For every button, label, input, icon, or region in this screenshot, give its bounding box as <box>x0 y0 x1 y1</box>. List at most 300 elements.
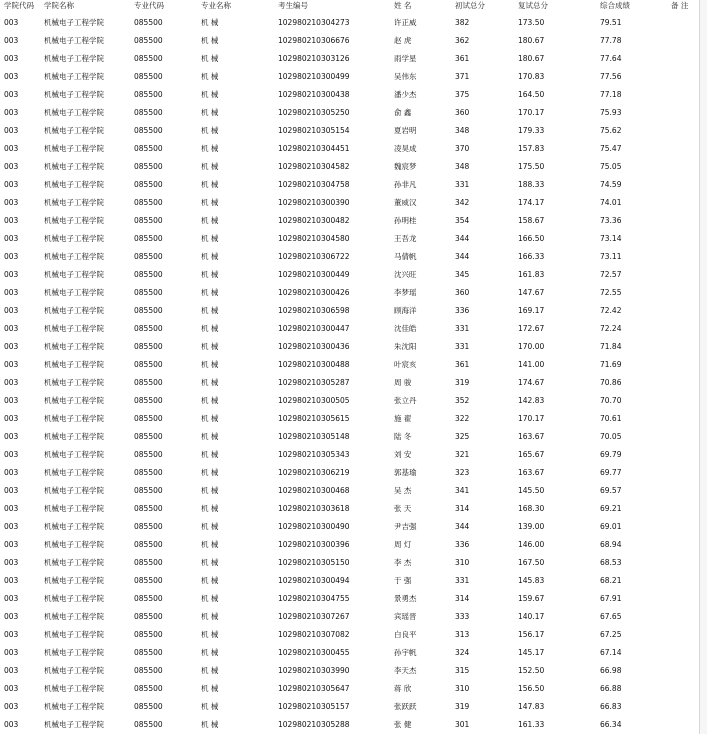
cell-overall-score: 66.88 <box>600 683 622 693</box>
cell-college-code: 003 <box>4 629 19 639</box>
cell-college-name: 机械电子工程学院 <box>44 305 104 315</box>
cell-initial-score: 341 <box>455 485 470 495</box>
cell-initial-score: 336 <box>455 539 470 549</box>
cell-college-code: 003 <box>4 107 19 117</box>
cell-retest-score: 174.17 <box>518 197 545 207</box>
cell-college-code: 003 <box>4 701 19 711</box>
table-row <box>0 265 707 283</box>
cell-initial-score: 375 <box>455 89 470 99</box>
cell-major-name: 机 械 <box>201 251 219 261</box>
cell-retest-score: 166.33 <box>518 251 545 261</box>
cell-major-name: 机 械 <box>201 287 219 297</box>
header-candidate-number: 考生编号 <box>278 0 308 10</box>
cell-name: 刘 安 <box>394 449 412 459</box>
cell-major-name: 机 械 <box>201 719 219 729</box>
table-row <box>0 67 707 85</box>
cell-college-code: 003 <box>4 575 19 585</box>
cell-initial-score: 310 <box>455 557 470 567</box>
cell-candidate-number: 102980210300447 <box>278 323 350 333</box>
cell-college-name: 机械电子工程学院 <box>44 197 104 207</box>
cell-initial-score: 321 <box>455 449 470 459</box>
cell-overall-score: 72.57 <box>600 269 622 279</box>
cell-major-name: 机 械 <box>201 395 219 405</box>
cell-retest-score: 172.67 <box>518 323 545 333</box>
cell-initial-score: 361 <box>455 359 470 369</box>
cell-major-name: 机 械 <box>201 377 219 387</box>
cell-college-code: 003 <box>4 269 19 279</box>
table-row <box>0 391 707 409</box>
cell-college-name: 机械电子工程学院 <box>44 53 104 63</box>
cell-major-name: 机 械 <box>201 359 219 369</box>
cell-overall-score: 68.21 <box>600 575 622 585</box>
table-row <box>0 553 707 571</box>
cell-overall-score: 79.51 <box>600 17 622 27</box>
cell-college-name: 机械电子工程学院 <box>44 215 104 225</box>
cell-college-name: 机械电子工程学院 <box>44 161 104 171</box>
cell-candidate-number: 102980210300436 <box>278 341 350 351</box>
cell-college-name: 机械电子工程学院 <box>44 557 104 567</box>
cell-major-code: 085500 <box>134 143 163 153</box>
cell-retest-score: 188.33 <box>518 179 545 189</box>
cell-college-name: 机械电子工程学院 <box>44 575 104 585</box>
cell-name: 张 健 <box>394 719 412 729</box>
header-initial-score: 初试总分 <box>455 0 485 10</box>
cell-major-code: 085500 <box>134 485 163 495</box>
cell-major-name: 机 械 <box>201 89 219 99</box>
cell-college-code: 003 <box>4 215 19 225</box>
cell-college-code: 003 <box>4 251 19 261</box>
cell-major-name: 机 械 <box>201 305 219 315</box>
cell-candidate-number: 102980210305148 <box>278 431 350 441</box>
cell-overall-score: 70.05 <box>600 431 622 441</box>
cell-candidate-number: 102980210300468 <box>278 485 350 495</box>
cell-retest-score: 152.50 <box>518 665 545 675</box>
cell-initial-score: 323 <box>455 467 470 477</box>
cell-college-code: 003 <box>4 593 19 603</box>
cell-candidate-number: 102980210300438 <box>278 89 350 99</box>
cell-college-code: 003 <box>4 539 19 549</box>
cell-college-code: 003 <box>4 521 19 531</box>
header-row <box>0 0 707 13</box>
cell-name: 张立丹 <box>394 395 417 405</box>
table-row <box>0 337 707 355</box>
cell-major-name: 机 械 <box>201 575 219 585</box>
cell-initial-score: 371 <box>455 71 470 81</box>
cell-name: 凌昊成 <box>394 143 417 153</box>
cell-name: 雨学星 <box>394 53 417 63</box>
cell-candidate-number: 102980210305250 <box>278 107 350 117</box>
table-row <box>0 607 707 625</box>
cell-name: 潘少杰 <box>394 89 417 99</box>
cell-college-code: 003 <box>4 17 19 27</box>
cell-retest-score: 170.00 <box>518 341 545 351</box>
table-row <box>0 139 707 157</box>
cell-retest-score: 167.50 <box>518 557 545 567</box>
cell-candidate-number: 102980210305150 <box>278 557 350 567</box>
cell-retest-score: 146.00 <box>518 539 545 549</box>
table-row <box>0 517 707 535</box>
table-row <box>0 283 707 301</box>
cell-overall-score: 75.05 <box>600 161 622 171</box>
header-major-name: 专业名称 <box>201 0 231 10</box>
cell-retest-score: 159.67 <box>518 593 545 603</box>
table-row <box>0 13 707 31</box>
cell-major-code: 085500 <box>134 539 163 549</box>
cell-college-code: 003 <box>4 125 19 135</box>
cell-overall-score: 77.18 <box>600 89 622 99</box>
table-row <box>0 85 707 103</box>
cell-retest-score: 173.50 <box>518 17 545 27</box>
table-header <box>0 0 707 13</box>
cell-overall-score: 75.62 <box>600 125 622 135</box>
header-remarks: 备 注 <box>671 0 689 10</box>
cell-college-name: 机械电子工程学院 <box>44 593 104 603</box>
cell-name: 郭基瑜 <box>394 467 417 477</box>
cell-retest-score: 156.50 <box>518 683 545 693</box>
cell-college-name: 机械电子工程学院 <box>44 467 104 477</box>
cell-candidate-number: 102980210300499 <box>278 71 350 81</box>
cell-major-name: 机 械 <box>201 125 219 135</box>
cell-college-code: 003 <box>4 377 19 387</box>
cell-initial-score: 324 <box>455 647 470 657</box>
table-row <box>0 463 707 481</box>
cell-college-code: 003 <box>4 323 19 333</box>
cell-candidate-number: 102980210305157 <box>278 701 350 711</box>
cell-major-code: 085500 <box>134 503 163 513</box>
cell-major-code: 085500 <box>134 269 163 279</box>
cell-college-name: 机械电子工程学院 <box>44 233 104 243</box>
cell-overall-score: 69.79 <box>600 449 622 459</box>
header-college-name: 学院名称 <box>44 0 74 10</box>
cell-retest-score: 180.67 <box>518 35 545 45</box>
table-row <box>0 679 707 697</box>
cell-college-code: 003 <box>4 197 19 207</box>
cell-college-code: 003 <box>4 467 19 477</box>
cell-overall-score: 74.59 <box>600 179 622 189</box>
cell-overall-score: 71.69 <box>600 359 622 369</box>
cell-major-code: 085500 <box>134 647 163 657</box>
cell-major-name: 机 械 <box>201 269 219 279</box>
cell-candidate-number: 102980210300482 <box>278 215 350 225</box>
table-row <box>0 643 707 661</box>
cell-initial-score: 301 <box>455 719 470 729</box>
table-row <box>0 175 707 193</box>
table-row <box>0 301 707 319</box>
cell-major-name: 机 械 <box>201 413 219 423</box>
cell-name: 顾海洋 <box>394 305 417 315</box>
cell-name: 魏宸梦 <box>394 161 417 171</box>
cell-name: 俞 鑫 <box>394 107 412 117</box>
cell-name: 于 强 <box>394 575 412 585</box>
table-row <box>0 481 707 499</box>
cell-retest-score: 145.83 <box>518 575 545 585</box>
cell-major-name: 机 械 <box>201 323 219 333</box>
cell-college-code: 003 <box>4 683 19 693</box>
cell-major-code: 085500 <box>134 611 163 621</box>
table-row <box>0 157 707 175</box>
cell-initial-score: 314 <box>455 593 470 603</box>
cell-college-code: 003 <box>4 359 19 369</box>
cell-major-code: 085500 <box>134 197 163 207</box>
cell-retest-score: 170.17 <box>518 107 545 117</box>
cell-candidate-number: 102980210300426 <box>278 287 350 297</box>
cell-major-code: 085500 <box>134 215 163 225</box>
cell-major-name: 机 械 <box>201 701 219 711</box>
cell-candidate-number: 102980210304582 <box>278 161 350 171</box>
cell-overall-score: 72.55 <box>600 287 622 297</box>
cell-college-code: 003 <box>4 53 19 63</box>
cell-retest-score: 169.17 <box>518 305 545 315</box>
cell-major-code: 085500 <box>134 629 163 639</box>
cell-retest-score: 170.17 <box>518 413 545 423</box>
cell-major-name: 机 械 <box>201 143 219 153</box>
table-row <box>0 589 707 607</box>
cell-overall-score: 67.25 <box>600 629 622 639</box>
cell-overall-score: 68.94 <box>600 539 622 549</box>
cell-overall-score: 70.70 <box>600 395 622 405</box>
cell-college-code: 003 <box>4 89 19 99</box>
cell-name: 吴 杰 <box>394 485 412 495</box>
cell-college-name: 机械电子工程学院 <box>44 287 104 297</box>
cell-name: 周 骏 <box>394 377 412 387</box>
cell-initial-score: 352 <box>455 395 470 405</box>
cell-college-name: 机械电子工程学院 <box>44 395 104 405</box>
cell-college-name: 机械电子工程学院 <box>44 107 104 117</box>
cell-retest-score: 161.33 <box>518 719 545 729</box>
cell-retest-score: 161.83 <box>518 269 545 279</box>
cell-college-name: 机械电子工程学院 <box>44 323 104 333</box>
cell-retest-score: 168.30 <box>518 503 545 513</box>
cell-overall-score: 75.47 <box>600 143 622 153</box>
cell-name: 李 杰 <box>394 557 412 567</box>
cell-overall-score: 75.93 <box>600 107 622 117</box>
header-retest-score: 复试总分 <box>518 0 548 10</box>
cell-candidate-number: 102980210307082 <box>278 629 350 639</box>
table-row <box>0 211 707 229</box>
cell-overall-score: 73.11 <box>600 251 622 261</box>
table-row <box>0 49 707 67</box>
cell-name: 景勇杰 <box>394 593 417 603</box>
cell-retest-score: 174.67 <box>518 377 545 387</box>
cell-major-name: 机 械 <box>201 593 219 603</box>
cell-major-name: 机 械 <box>201 647 219 657</box>
cell-initial-score: 310 <box>455 683 470 693</box>
cell-overall-score: 77.56 <box>600 71 622 81</box>
cell-name: 李梦瑶 <box>394 287 417 297</box>
cell-initial-score: 362 <box>455 35 470 45</box>
cell-name: 许正威 <box>394 17 417 27</box>
cell-candidate-number: 102980210304758 <box>278 179 350 189</box>
cell-candidate-number: 102980210300490 <box>278 521 350 531</box>
cell-major-code: 085500 <box>134 701 163 711</box>
cell-initial-score: 331 <box>455 179 470 189</box>
cell-major-code: 085500 <box>134 17 163 27</box>
cell-major-name: 机 械 <box>201 197 219 207</box>
cell-college-name: 机械电子工程学院 <box>44 413 104 423</box>
table-row <box>0 121 707 139</box>
table-row <box>0 319 707 337</box>
cell-initial-score: 345 <box>455 269 470 279</box>
cell-overall-score: 70.86 <box>600 377 622 387</box>
cell-major-name: 机 械 <box>201 107 219 117</box>
cell-college-name: 机械电子工程学院 <box>44 143 104 153</box>
cell-overall-score: 69.01 <box>600 521 622 531</box>
cell-major-name: 机 械 <box>201 503 219 513</box>
cell-major-code: 085500 <box>134 125 163 135</box>
cell-college-name: 机械电子工程学院 <box>44 629 104 639</box>
cell-retest-score: 139.00 <box>518 521 545 531</box>
cell-candidate-number: 102980210306219 <box>278 467 350 477</box>
cell-candidate-number: 102980210305287 <box>278 377 350 387</box>
cell-name: 宾瑶晋 <box>394 611 417 621</box>
cell-college-code: 003 <box>4 71 19 81</box>
cell-overall-score: 73.36 <box>600 215 622 225</box>
cell-retest-score: 180.67 <box>518 53 545 63</box>
cell-overall-score: 69.21 <box>600 503 622 513</box>
cell-overall-score: 66.83 <box>600 701 622 711</box>
cell-college-code: 003 <box>4 395 19 405</box>
cell-name: 施 翟 <box>394 413 412 423</box>
cell-major-code: 085500 <box>134 251 163 261</box>
cell-major-code: 085500 <box>134 395 163 405</box>
cell-major-code: 085500 <box>134 719 163 729</box>
cell-retest-score: 157.83 <box>518 143 545 153</box>
cell-major-code: 085500 <box>134 53 163 63</box>
cell-name: 夏岩明 <box>394 125 417 135</box>
cell-candidate-number: 102980210304580 <box>278 233 350 243</box>
table-row <box>0 661 707 679</box>
cell-overall-score: 70.61 <box>600 413 622 423</box>
cell-overall-score: 67.91 <box>600 593 622 603</box>
cell-major-name: 机 械 <box>201 53 219 63</box>
table-row <box>0 355 707 373</box>
table-row <box>0 697 707 715</box>
cell-college-name: 机械电子工程学院 <box>44 647 104 657</box>
cell-overall-score: 69.77 <box>600 467 622 477</box>
cell-college-name: 机械电子工程学院 <box>44 269 104 279</box>
cell-retest-score: 164.50 <box>518 89 545 99</box>
cell-major-code: 085500 <box>134 233 163 243</box>
cell-name: 张 天 <box>394 503 412 513</box>
cell-major-code: 085500 <box>134 575 163 585</box>
cell-college-name: 机械电子工程学院 <box>44 377 104 387</box>
cell-candidate-number: 102980210306598 <box>278 305 350 315</box>
cell-initial-score: 360 <box>455 107 470 117</box>
cell-overall-score: 67.14 <box>600 647 622 657</box>
cell-name: 蒋 欣 <box>394 683 412 693</box>
cell-college-code: 003 <box>4 611 19 621</box>
cell-retest-score: 147.83 <box>518 701 545 711</box>
cell-name: 李天杰 <box>394 665 417 675</box>
cell-name: 沈佳皓 <box>394 323 417 333</box>
table-row <box>0 499 707 517</box>
cell-candidate-number: 102980210303618 <box>278 503 350 513</box>
cell-retest-score: 163.67 <box>518 431 545 441</box>
cell-candidate-number: 102980210300505 <box>278 395 350 405</box>
cell-college-code: 003 <box>4 413 19 423</box>
cell-college-code: 003 <box>4 647 19 657</box>
cell-candidate-number: 102980210303126 <box>278 53 350 63</box>
cell-retest-score: 179.33 <box>518 125 545 135</box>
cell-initial-score: 361 <box>455 53 470 63</box>
cell-overall-score: 66.98 <box>600 665 622 675</box>
cell-major-code: 085500 <box>134 377 163 387</box>
cell-candidate-number: 102980210305288 <box>278 719 350 729</box>
cell-college-name: 机械电子工程学院 <box>44 665 104 675</box>
right-margin <box>700 0 707 734</box>
cell-major-code: 085500 <box>134 521 163 531</box>
cell-major-name: 机 械 <box>201 467 219 477</box>
cell-major-code: 085500 <box>134 89 163 99</box>
cell-major-name: 机 械 <box>201 161 219 171</box>
cell-name: 白良平 <box>394 629 417 639</box>
table-row <box>0 31 707 49</box>
table-row <box>0 193 707 211</box>
cell-major-code: 085500 <box>134 431 163 441</box>
table-row <box>0 373 707 391</box>
cell-retest-score: 166.50 <box>518 233 545 243</box>
cell-college-code: 003 <box>4 431 19 441</box>
cell-candidate-number: 102980210303990 <box>278 665 350 675</box>
cell-major-name: 机 械 <box>201 17 219 27</box>
cell-overall-score: 73.14 <box>600 233 622 243</box>
cell-candidate-number: 102980210307267 <box>278 611 350 621</box>
cell-retest-score: 141.00 <box>518 359 545 369</box>
cell-major-code: 085500 <box>134 665 163 675</box>
header-college-code: 学院代码 <box>4 0 34 10</box>
cell-major-code: 085500 <box>134 323 163 333</box>
cell-retest-score: 145.17 <box>518 647 545 657</box>
table-row <box>0 445 707 463</box>
cell-name: 吴伟东 <box>394 71 417 81</box>
cell-overall-score: 77.78 <box>600 35 622 45</box>
header-name: 姓 名 <box>394 0 412 10</box>
cell-candidate-number: 102980210300396 <box>278 539 350 549</box>
cell-overall-score: 68.53 <box>600 557 622 567</box>
cell-overall-score: 71.84 <box>600 341 622 351</box>
cell-candidate-number: 102980210300488 <box>278 359 350 369</box>
cell-major-name: 机 械 <box>201 485 219 495</box>
cell-initial-score: 344 <box>455 251 470 261</box>
cell-college-name: 机械电子工程学院 <box>44 71 104 81</box>
cell-retest-score: 147.67 <box>518 287 545 297</box>
cell-candidate-number: 102980210300455 <box>278 647 350 657</box>
cell-college-name: 机械电子工程学院 <box>44 359 104 369</box>
table-row <box>0 427 707 445</box>
cell-major-code: 085500 <box>134 341 163 351</box>
cell-initial-score: 331 <box>455 341 470 351</box>
cell-initial-score: 319 <box>455 701 470 711</box>
cell-college-name: 机械电子工程学院 <box>44 683 104 693</box>
cell-initial-score: 333 <box>455 611 470 621</box>
cell-name: 董威汉 <box>394 197 417 207</box>
cell-major-code: 085500 <box>134 71 163 81</box>
cell-initial-score: 331 <box>455 575 470 585</box>
cell-college-name: 机械电子工程学院 <box>44 449 104 459</box>
cell-name: 马倩帆 <box>394 251 417 261</box>
cell-overall-score: 72.42 <box>600 305 622 315</box>
cell-college-code: 003 <box>4 557 19 567</box>
cell-college-name: 机械电子工程学院 <box>44 89 104 99</box>
cell-college-name: 机械电子工程学院 <box>44 17 104 27</box>
cell-major-name: 机 械 <box>201 179 219 189</box>
cell-name: 尹吉强 <box>394 521 417 531</box>
cell-college-name: 机械电子工程学院 <box>44 521 104 531</box>
cell-candidate-number: 102980210305343 <box>278 449 350 459</box>
cell-college-code: 003 <box>4 305 19 315</box>
cell-candidate-number: 102980210304451 <box>278 143 350 153</box>
header-overall-score: 综合成绩 <box>600 0 630 10</box>
